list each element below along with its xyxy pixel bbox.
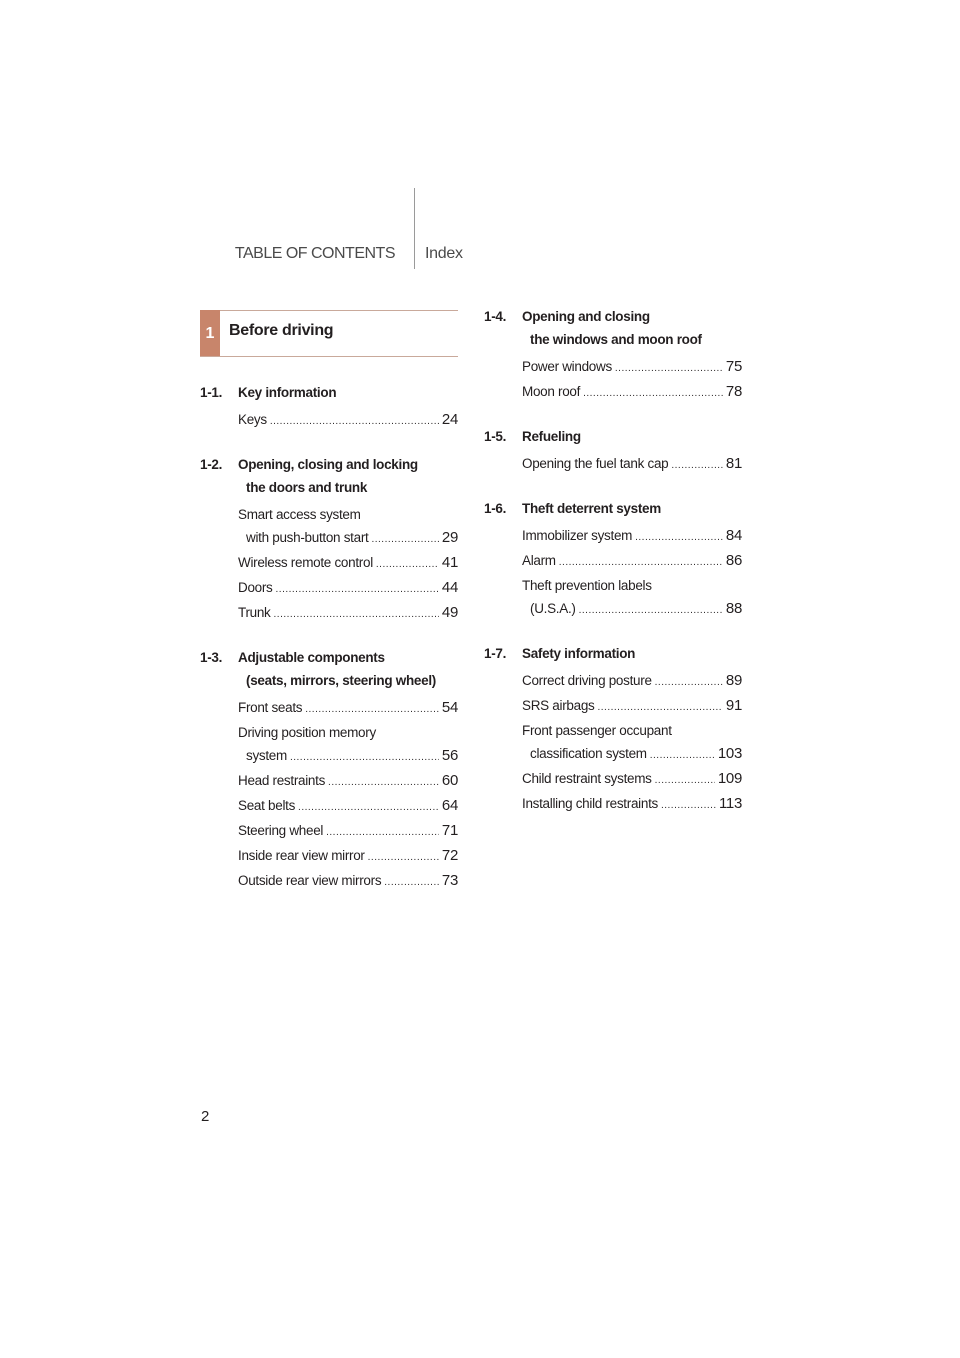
toc-entry[interactable] [238, 721, 458, 767]
chapter-number: 1-7. [484, 646, 507, 661]
chapter-heading [484, 642, 742, 665]
entry-page-number: 78 [725, 383, 742, 400]
dot-leader [326, 823, 439, 842]
entry-page-number: 44 [441, 579, 458, 596]
entry-list [200, 696, 458, 892]
dot-leader [661, 796, 716, 815]
dot-leader [270, 412, 439, 431]
chapter-title [200, 381, 458, 404]
toc-entry[interactable] [522, 355, 742, 378]
entry-text: Keys [238, 412, 267, 427]
entry-text: Wireless remote control [238, 555, 373, 570]
entry-text: Front seats [238, 700, 303, 715]
entry-page-number: 73 [441, 872, 458, 889]
table-of-contents-link[interactable]: TABLE OF CONTENTS [234, 245, 395, 262]
entry-text: Inside rear view mirror [238, 848, 365, 863]
chapter-title [200, 646, 458, 692]
entry-text: Theft prevention labels [522, 578, 652, 593]
dot-leader [290, 748, 439, 767]
dot-leader [559, 553, 723, 572]
entry-line [522, 597, 742, 620]
dot-leader [276, 580, 439, 599]
entry-page-number: 49 [441, 604, 458, 621]
header-nav [0, 245, 960, 269]
chapter-title-line: Refueling [522, 429, 581, 444]
index-link[interactable]: Index [425, 245, 463, 262]
entry-text: Outside rear view mirrors [238, 873, 382, 888]
entry-text: Installing child restraints [522, 796, 658, 811]
entry-page-number: 75 [725, 358, 742, 375]
entry-list [484, 452, 742, 475]
entry-text: Steering wheel [238, 823, 324, 838]
dot-leader [655, 771, 715, 790]
entry-page-number: 64 [441, 797, 458, 814]
entry-text: classification system [530, 746, 647, 761]
entry-page-number: 109 [717, 770, 742, 787]
entry-page-number: 84 [725, 527, 742, 544]
entry-text: Immobilizer system [522, 528, 633, 543]
chapter-block [200, 453, 458, 624]
chapter-heading [200, 381, 458, 404]
toc-right-column [484, 305, 742, 837]
entry-page-number: 86 [725, 552, 742, 569]
entry-page-number: 29 [441, 529, 458, 546]
toc-entry[interactable] [522, 719, 742, 765]
entry-page-number: 113 [718, 795, 742, 812]
section-number-badge: 1 [200, 310, 220, 357]
entry-text: Seat belts [238, 798, 296, 813]
entry-page-number: 91 [725, 697, 742, 714]
dot-leader [579, 601, 723, 620]
entry-list [484, 355, 742, 403]
chapter-block [484, 497, 742, 620]
toc-entry[interactable] [522, 574, 742, 620]
chapter-block [200, 381, 458, 431]
entry-page-number: 24 [441, 411, 458, 428]
entry-page-number: 56 [441, 747, 458, 764]
chapter-number: 1-1. [200, 385, 223, 400]
chapter-number: 1-3. [200, 650, 223, 665]
dot-leader [384, 873, 439, 892]
toc-entry[interactable] [522, 767, 742, 790]
entry-list [200, 408, 458, 431]
chapter-title-line: Adjustable components [238, 650, 385, 665]
entry-line [522, 742, 742, 765]
entry-text: Driving position memory [238, 725, 376, 740]
entry-page-number: 81 [725, 455, 742, 472]
chapter-title-line: Opening and closing [522, 309, 650, 324]
dot-leader [305, 700, 439, 719]
section-rule-bottom [200, 356, 458, 357]
entry-text: Power windows [522, 359, 612, 374]
entry-page-number: 88 [725, 600, 742, 617]
entry-text: Correct driving posture [522, 673, 652, 688]
toc-entry[interactable] [238, 551, 458, 574]
entry-text: Doors [238, 580, 273, 595]
entry-page-number: 41 [441, 554, 458, 571]
dot-leader [371, 530, 438, 549]
toc-entry[interactable] [238, 769, 458, 792]
chapter-number: 1-5. [484, 429, 507, 444]
toc-entry[interactable] [238, 503, 458, 549]
chapter-heading [200, 646, 458, 692]
entry-text: Head restraints [238, 773, 326, 788]
chapter-number: 1-2. [200, 457, 223, 472]
toc-entry[interactable] [522, 669, 742, 692]
chapter-title-line: Theft deterrent system [522, 501, 661, 516]
chapter-title [484, 305, 742, 351]
toc-entry[interactable] [522, 380, 742, 403]
dot-leader [298, 798, 439, 817]
entry-line [238, 526, 458, 549]
page-number: 2 [201, 1108, 210, 1125]
toc-entry[interactable] [238, 601, 458, 624]
chapter-block [484, 642, 742, 815]
entry-page-number: 72 [441, 847, 458, 864]
entry-text: Child restraint systems [522, 771, 652, 786]
section-title: Before driving [229, 322, 334, 339]
chapter-heading [484, 305, 742, 351]
chapter-heading [484, 425, 742, 448]
entry-page-number: 54 [441, 699, 458, 716]
dot-leader [635, 528, 723, 547]
entry-text: SRS airbags [522, 698, 595, 713]
entry-text: Trunk [238, 605, 271, 620]
entry-text: (U.S.A.) [530, 601, 576, 616]
entry-text: Alarm [522, 553, 556, 568]
entry-text: with push-button start [246, 530, 369, 545]
dot-leader [328, 773, 439, 792]
dot-leader [583, 384, 723, 403]
entry-list [484, 669, 742, 815]
entry-list [200, 503, 458, 624]
entry-line [238, 744, 458, 767]
toc-entry[interactable] [522, 524, 742, 547]
toc-entry[interactable] [522, 694, 742, 717]
entry-page-number: 103 [717, 745, 742, 762]
chapter-title-line: Safety information [522, 646, 636, 661]
dot-leader [650, 746, 715, 765]
entry-text: Front passenger occupant [522, 723, 672, 738]
entry-text: system [246, 748, 287, 763]
dot-leader [376, 555, 439, 574]
toc-entry[interactable] [238, 696, 458, 719]
toc-entry[interactable] [238, 408, 458, 431]
entry-text: Moon roof [522, 384, 581, 399]
chapter-block [200, 646, 458, 892]
chapter-number: 1-4. [484, 309, 507, 324]
dot-leader [655, 673, 723, 692]
dot-leader [671, 456, 723, 475]
dot-leader [598, 698, 723, 717]
chapter-title-line: Opening, closing and locking [238, 457, 418, 472]
chapter-heading [484, 497, 742, 520]
toc-entry[interactable] [238, 794, 458, 817]
chapter-block [484, 305, 742, 403]
entry-page-number: 89 [725, 672, 742, 689]
toc-entry[interactable] [522, 452, 742, 475]
chapter-title [484, 425, 742, 448]
chapter-block [484, 425, 742, 475]
chapter-heading [200, 453, 458, 499]
entry-text: Opening the fuel tank cap [522, 456, 669, 471]
toc-entry[interactable] [238, 819, 458, 842]
toc-entry[interactable] [238, 869, 458, 892]
chapter-title-line: the doors and trunk [246, 480, 368, 495]
chapter-title-line: the windows and moon roof [530, 332, 702, 347]
chapter-title [484, 497, 742, 520]
chapter-title-line: Key information [238, 385, 337, 400]
entry-page-number: 71 [441, 822, 458, 839]
section-rule-top [200, 310, 458, 311]
toc-left-column [200, 381, 458, 914]
entry-text: Smart access system [238, 507, 361, 522]
chapter-title [200, 453, 458, 499]
toc-entry[interactable] [238, 844, 458, 867]
chapter-number: 1-6. [484, 501, 507, 516]
section-heading [200, 310, 458, 357]
dot-leader [615, 359, 723, 378]
toc-entry[interactable] [238, 576, 458, 599]
chapter-title [484, 642, 742, 665]
toc-entry[interactable] [522, 549, 742, 572]
toc-entry[interactable] [522, 792, 742, 815]
dot-leader [274, 605, 439, 624]
entry-page-number: 60 [441, 772, 458, 789]
entry-list [484, 524, 742, 620]
chapter-title-line: (seats, mirrors, steering wheel) [246, 673, 436, 688]
dot-leader [368, 848, 439, 867]
